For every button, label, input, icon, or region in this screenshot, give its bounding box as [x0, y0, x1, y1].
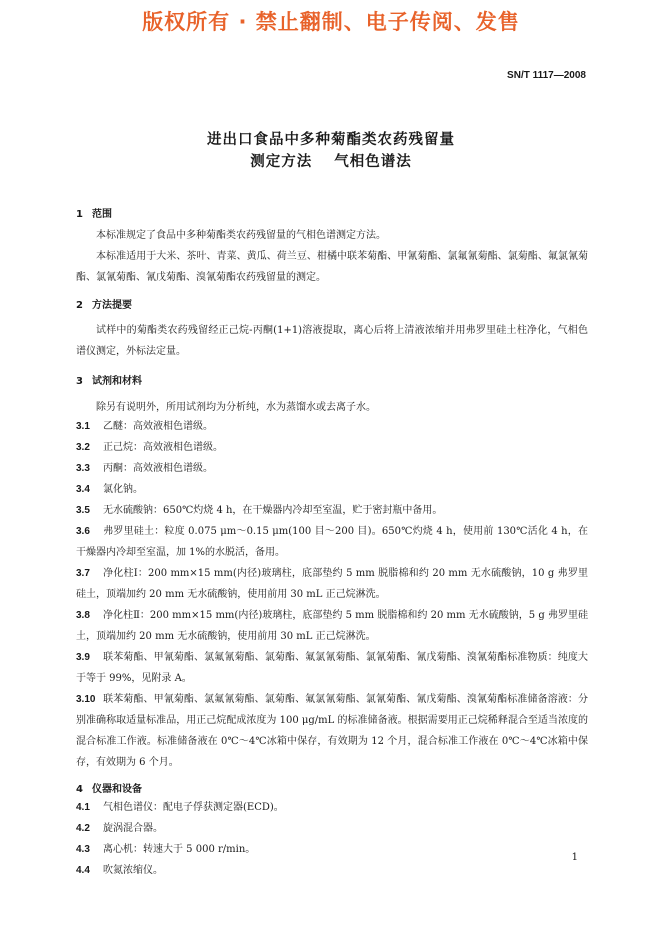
item-text: 氯化钠。 [103, 484, 143, 495]
item-number: 3.7 [76, 568, 90, 579]
item-number: 3.6 [76, 526, 90, 537]
item-number: 3.10 [76, 694, 96, 705]
item-number: 4.3 [76, 844, 90, 855]
section-number: 2 [76, 300, 83, 311]
section-heading-3 [76, 372, 142, 387]
list-item [76, 839, 588, 860]
item-text: 联苯菊酯、甲氰菊酯、氯氟氰菊酯、氯菊酯、氟氯氰菊酯、氯氰菊酯、氰戊菊酯、溴氰菊酯标准储备溶液：分别准确称取适量标准品，用正己烷配成浓度为 100 μg/mL 的标准储备液。根据需要用正己烷稀释混合至适当浓度的混合标准工作液。标准储备液在 0℃～4℃冰箱中保存，有效期为 12 个月，混合标准工作液在 0℃～4℃冰箱中保存，有效期为 6 个月。 [76, 694, 588, 768]
item-number: 3.5 [76, 505, 90, 516]
section-title: 试剂和材料 [92, 376, 142, 387]
watermark-banner: 版权所有 · 禁止翻制、电子传阅、发售 [142, 10, 520, 34]
item-number: 4.2 [76, 823, 90, 834]
paragraph: 试样中的菊酯类农药残留经正己烷-丙酮(1+1)溶液提取，离心后将上清液浓缩并用弗罗里硅土柱净化，气相色谱仪测定，外标法定量。 [76, 325, 588, 357]
list-item [76, 647, 588, 689]
section-number: 1 [76, 209, 83, 220]
item-text: 气相色谱仪：配电子俘获测定器(ECD)。 [103, 802, 284, 813]
list-item [76, 500, 588, 521]
item-text: 净化柱Ⅰ：200 mm×15 mm(内径)玻璃柱，底部垫约 5 mm 脱脂棉和约 20 mm 无水硫酸钠，10 g 弗罗里硅土，顶端加约 20 mm 无水硫酸钠，使用前用 30 mL 正己烷淋洗。 [76, 568, 588, 600]
list-item [76, 818, 588, 839]
item-text: 离心机：转速大于 5 000 r/min。 [103, 844, 256, 855]
item-text: 净化柱Ⅱ：200 mm×15 mm(内径)玻璃柱，底部垫约 5 mm 脱脂棉和约 20 mm 无水硫酸钠，5 g 弗罗里硅土，顶端加约 20 mm 无水硫酸钠，使用前用 30 mL 正己烷淋洗。 [76, 610, 588, 642]
list-item [76, 563, 588, 605]
item-number: 3.8 [76, 610, 90, 621]
list-item [76, 479, 588, 500]
list-item [76, 797, 588, 818]
item-number: 3.1 [76, 421, 90, 432]
title-technique: 气相色谱法 [334, 154, 412, 170]
item-number: 4.1 [76, 802, 90, 813]
item-text: 旋涡混合器。 [103, 823, 163, 834]
section-title: 方法提要 [92, 300, 132, 311]
list-item [76, 416, 588, 437]
list-item [76, 437, 588, 458]
item-text: 正己烷：高效液相色谱级。 [103, 442, 223, 453]
item-number: 3.2 [76, 442, 90, 453]
list-item [76, 689, 588, 773]
paragraph: 除另有说明外，所用试剂均为分析纯，水为蒸馏水或去离子水。 [96, 402, 376, 413]
item-text: 吹氮浓缩仪。 [103, 865, 163, 876]
document-title-line2 [0, 150, 662, 171]
section-heading-2 [76, 296, 132, 311]
item-number: 3.9 [76, 652, 90, 663]
document-title-line1: 进出口食品中多种菊酯类农药残留量 [207, 132, 455, 148]
section-title: 范围 [92, 209, 112, 220]
section-heading-4 [76, 780, 142, 795]
list-item [76, 605, 588, 647]
item-number: 4.4 [76, 865, 90, 876]
title-method: 测定方法 [250, 154, 313, 170]
item-text: 联苯菊酯、甲氰菊酯、氯氟氰菊酯、氯菊酯、氟氯氰菊酯、氯氰菊酯、氰戊菊酯、溴氰菊酯标准物质：纯度大于等于 99%，见附录 A。 [76, 652, 588, 684]
standard-number: SN/T 1117—2008 [507, 70, 586, 81]
list-item [76, 860, 588, 881]
item-text: 弗罗里硅土：粒度 0.075 μm～0.15 μm(100 目～200 目)。650℃灼烧 4 h，使用前 130℃活化 4 h，在干燥器内冷却至室温，加 1%的水脱活，备用。 [76, 526, 588, 558]
item-number: 3.4 [76, 484, 90, 495]
section-number: 4 [76, 784, 83, 795]
section-heading-1 [76, 205, 112, 220]
item-text: 无水硫酸钠：650℃灼烧 4 h，在干燥器内冷却至室温，贮于密封瓶中备用。 [103, 505, 443, 516]
item-text: 乙醚：高效液相色谱级。 [103, 421, 213, 432]
section-number: 3 [76, 376, 83, 387]
paragraph: 本标准适用于大米、茶叶、青菜、黄瓜、荷兰豆、柑橘中联苯菊酯、甲氰菊酯、氯氟氰菊酯、氯菊酯、氟氯氰菊酯、氯氰菊酯、氰戊菊酯、溴氰菊酯农药残留量的测定。 [76, 251, 588, 283]
list-item [76, 521, 588, 563]
item-number: 3.3 [76, 463, 90, 474]
list-item [76, 458, 588, 479]
page-number: 1 [571, 852, 578, 863]
paragraph: 本标准规定了食品中多种菊酯类农药残留量的气相色谱测定方法。 [96, 230, 386, 241]
section-title: 仪器和设备 [92, 784, 142, 795]
item-text: 丙酮：高效液相色谱级。 [103, 463, 213, 474]
